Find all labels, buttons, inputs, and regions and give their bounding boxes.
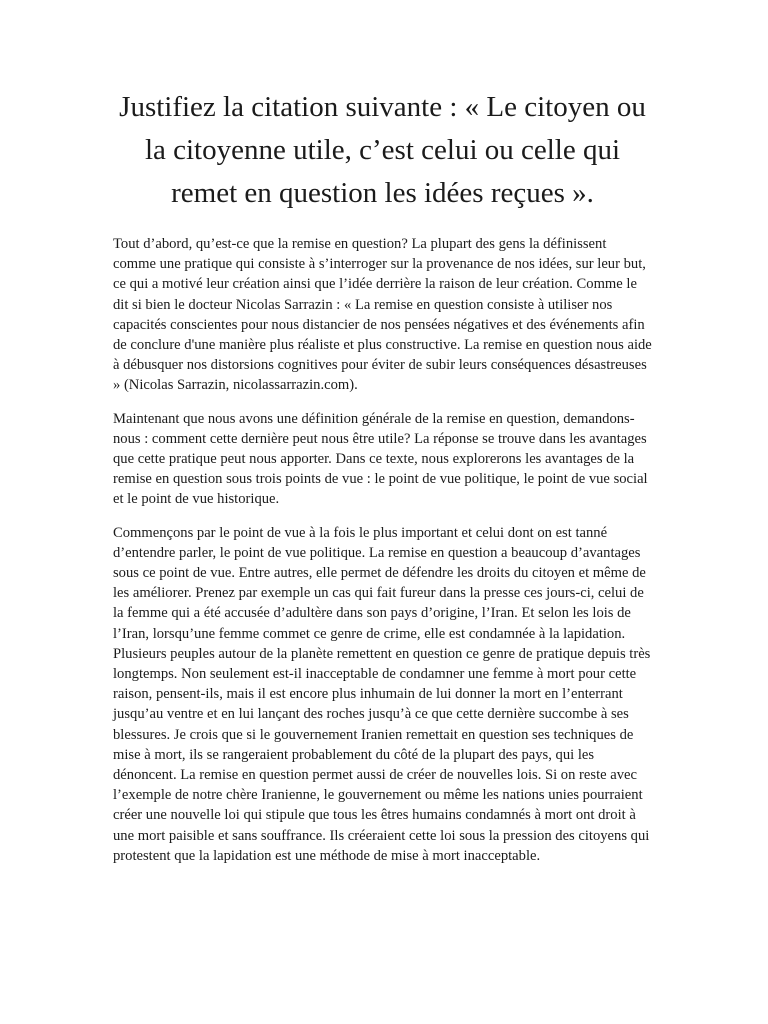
paragraph-introduction: Maintenant que nous avons une définition générale de la remise en question, demandons-nous : comment cette dernière peut nous être utile? La réponse se trouve dans les avantages que cette pratique peut nous apporter. Dans ce texte, nous explorerons les avantages de la remise en question sous trois points de vue : le point de vue politique, le point de vue social et le point de vue historique. <box>113 410 648 508</box>
paragraph-political: Commençons par le point de vue à la fois le plus important et celui dont on est tanné d’entendre parler, le point de vue politique. La remise en question a beaucoup d’avantages sous ce point de vue. Entre autres, elle permet de défendre les droits du citoyen et même de les améliorer. Prenez par exemple un cas qui fait fureur dans la presse ces jours-ci, celui de la femme qui a été accusée d’adultère dans son pays d’origine, l’Iran. Et selon les lois de l’Iran, lorsqu’une femme commet ce genre de crime, elle est condamnée à la lapidation. Plusieurs peuples autour de la planète remettent en question ce genre de pratique depuis très longtemps. Non seulement est-il inacceptable de condamner une femme à mort pour cette raison, pensent-ils, mais il est encore plus inhumain de lui donner la mort en l’enterrant jusqu’au ventre et en lui lançant des roches jusqu’à ce que cette dernière succombe à ses blessures. Je crois que si le gouvernement Iranien remettait en question ses techniques de mise à mort, ils se rangeraient probablement du côté de la plupart des pays, qui les dénoncent. La remise en question permet aussi de créer de nouvelles lois. Si on reste avec l’exemple de notre chère Iranienne, le gouvernement ou même les nations unies pourraient créer une nouvelle loi qui stipule que tous les êtres humains condamnés à mort ont droit à une mort paisible et sans souffrance. Ils créeraient cette loi sous la pression des citoyens qui protestent que la lapidation est une méthode de mise à mort inacceptable. <box>113 524 651 864</box>
document-title: Justifiez la citation suivante : « Le citoyen ou la citoyenne utile, c’est celui ou celle qui remet en question les idées reçues ». <box>119 91 646 209</box>
paragraph-definition: Tout d’abord, qu’est-ce que la remise en question? La plupart des gens la définissent comme une pratique qui consiste à s’interroger sur la provenance de nos idées, sur leur but, ce qui a motivé leur création ainsi que l’idée derrière la raison de leur création. Comme le dit si bien le docteur Nicolas Sarrazin : « La remise en question consiste à utiliser nos capacités conscientes pour nous distancier de nos pensées négatives et des événements afin de conclure d'une manière plus réaliste et plus constructive. La remise en question nous aide à débusquer nos distorsions cognitives pour éviter de subir leurs conséquences désastreuses » (Nicolas Sarrazin, nicolassarrazin.com). <box>113 236 652 394</box>
